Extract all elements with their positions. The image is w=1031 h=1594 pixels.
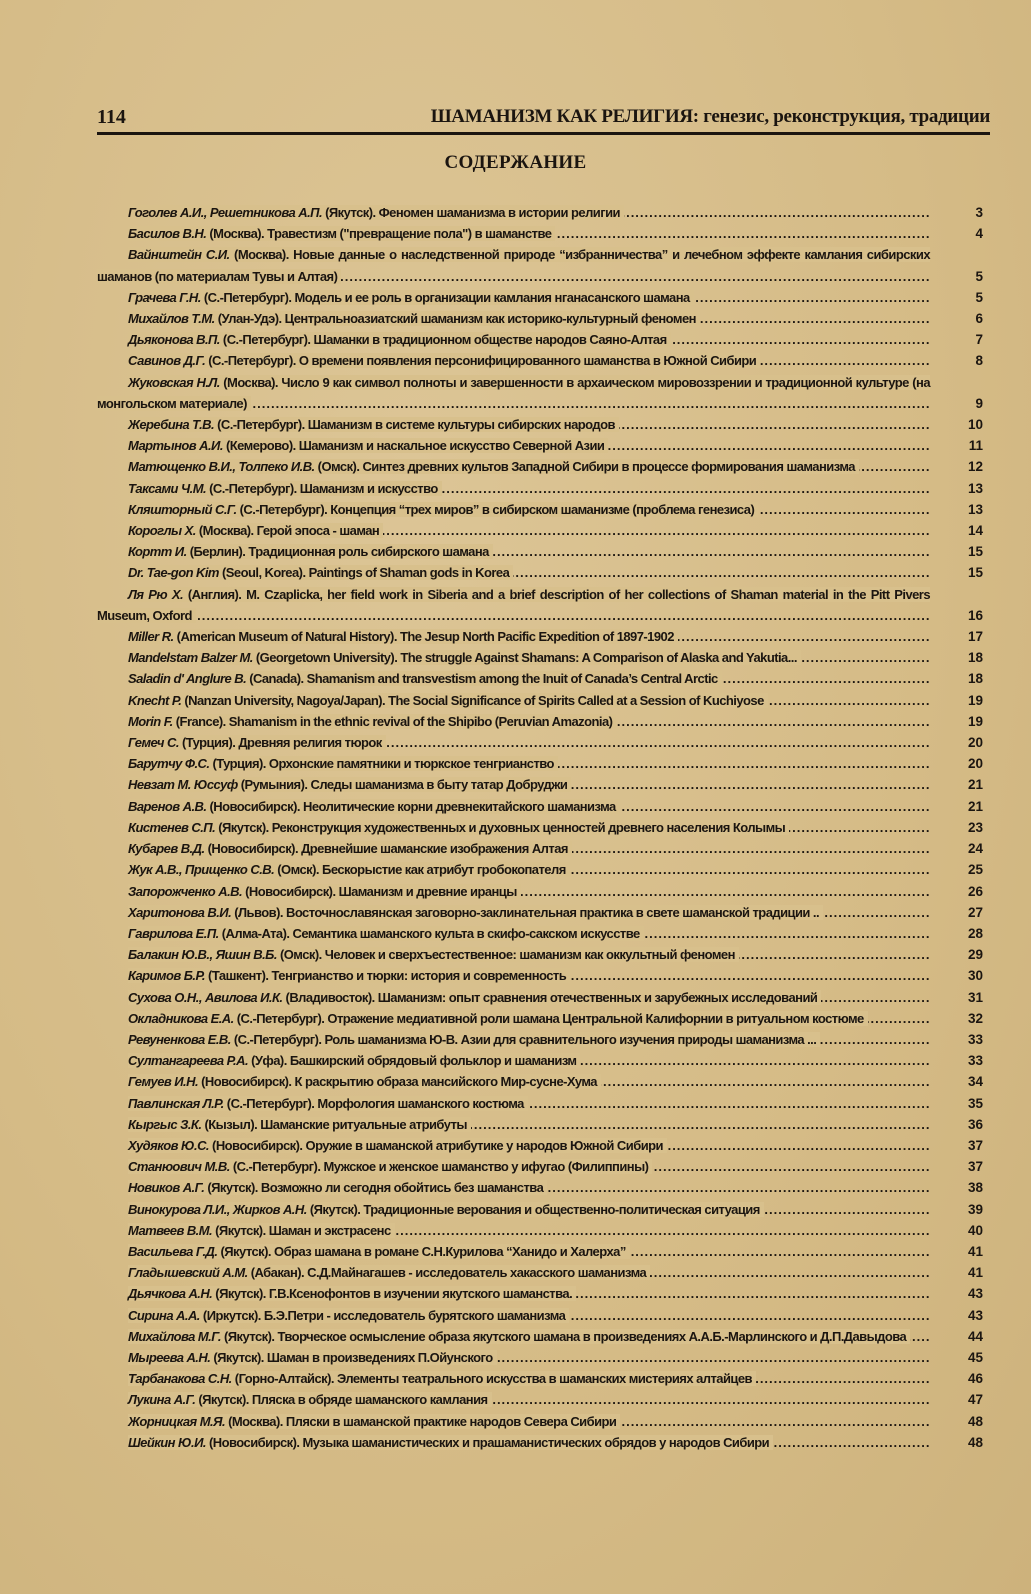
entry-text <box>128 1223 395 1238</box>
toc-entry <box>97 520 987 541</box>
entry-authors: Варенов А.В. <box>128 798 207 814</box>
entry-authors: Ревуненкова Е.В. <box>128 1031 231 1047</box>
entry-authors: Кортт И. <box>128 544 187 560</box>
entry-title: (Омск). Бескорыстие как атрибут гробокопателя <box>274 862 566 878</box>
entry-authors: Mandelstam Balzer M. <box>128 650 253 666</box>
entry-authors: Кляшторный С.Г. <box>128 501 237 517</box>
entry-authors: Сирина А.А. <box>128 1307 200 1323</box>
toc-entry <box>97 881 987 902</box>
entry-authors: Станюович М.В. <box>128 1159 230 1175</box>
entry-title: (Абакан). С.Д.Майнагашев - исследователь хакасского шаманизма <box>247 1265 647 1281</box>
entry-page-number: 21 <box>967 777 983 793</box>
toc-entry <box>97 902 987 923</box>
entry-authors: Кистенев С.П. <box>128 819 216 835</box>
entry-text <box>128 799 620 814</box>
entry-title: (Якутск). Шаман в произведениях П.Ойунского <box>210 1349 493 1365</box>
entry-title: (Иркутск). Б.Э.Петри - исследователь бурятского шаманизма <box>199 1307 566 1323</box>
entry-title: (Москва). Пляски в шаманской практике народов Севера Сибири <box>225 1413 617 1429</box>
toc-entry <box>97 923 987 944</box>
toc-entry <box>97 1093 987 1114</box>
entry-title: (Румыния). Следы шаманизма в быту татар Добруджи <box>237 777 568 793</box>
entry-text <box>128 311 700 326</box>
toc-entry <box>97 329 987 350</box>
entry-authors: Вайнштейн С.И. <box>128 247 230 263</box>
toc-entry <box>97 562 987 583</box>
entry-page-number: 36 <box>967 1116 983 1132</box>
entry-text <box>128 353 760 368</box>
entry-title: (С.-Петербург). Концепция “трех миров” в сибирском шаманизме (проблема генезиса) <box>236 501 755 517</box>
entry-title: (С.-Петербург). Роль шаманизма Ю-В. Азии для сравнительного изучения природы шаманизма ... <box>230 1031 817 1047</box>
entry-title: (Кемерово). Шаманизм и наскальное искусство Северной Азии <box>222 438 605 454</box>
entry-text <box>128 1117 471 1132</box>
entry-authors: Матющенко В.И., Толпеко И.В. <box>128 459 315 475</box>
entry-page-number: 20 <box>967 756 983 772</box>
entry-title: (Львов). Восточнославянская заговорно-заклинательная практика в свете шаманской традиции .. <box>231 904 820 920</box>
entry-title: (Новосибирск). Шаманизм и древние иранцы <box>242 883 517 899</box>
entry-page-number: 48 <box>967 1413 983 1429</box>
entry-text <box>128 226 555 241</box>
entry-authors: Dr. Tae-gon Kim <box>128 565 219 581</box>
toc-entry <box>97 987 987 1008</box>
entry-text <box>97 247 930 283</box>
entry-text <box>128 1371 756 1386</box>
toc-entry <box>97 753 987 774</box>
entry-authors: Савинов Д.Г. <box>128 353 206 369</box>
entry-authors: Тарбанакова С.Н. <box>128 1371 232 1387</box>
entry-title: (С.-Петербург). Морфология шаманского костюма <box>223 1095 524 1111</box>
entry-text <box>128 438 608 453</box>
entry-authors: Жеребина Т.В. <box>128 417 215 433</box>
toc-entry <box>97 1241 987 1262</box>
toc-entry <box>97 584 987 626</box>
entry-text <box>128 290 694 305</box>
entry-page-number: 16 <box>967 607 983 623</box>
toc-entry <box>97 626 987 647</box>
entry-text <box>128 1138 667 1153</box>
entry-page-number: 17 <box>967 629 983 645</box>
entry-authors: Короглы Х. <box>128 523 196 539</box>
entry-page-number: 37 <box>967 1159 983 1175</box>
entry-page-number: 6 <box>975 311 983 327</box>
entry-title: (Москва). Число 9 как символ полноты и завершенности в архаическом мировоззрении и традиционной культуре (на монгольском материале) <box>97 374 930 411</box>
toc-entry <box>97 965 987 986</box>
entry-text <box>128 968 570 983</box>
entry-authors: Кубарев В.Д. <box>128 841 205 857</box>
entry-authors: Жорницкая М.Я. <box>128 1413 226 1429</box>
entry-text <box>128 502 758 517</box>
entry-title: (Georgetown University). The struggle Against Shamans: A Comparison of Alaska and Yakutia... <box>252 650 797 666</box>
toc-entry <box>97 690 987 711</box>
entry-title: (С.-Петербург). Мужское и женское шаманство у ифугао (Филиппины) <box>229 1159 649 1175</box>
entry-authors: Гемеч С. <box>128 735 179 751</box>
entry-title: (Москва). Новые данные о наследственной природе “избранничества” и лечебном эффекте камлания сибирских шаманов (по материалам Тувы и Алтая) <box>97 247 930 284</box>
entry-page-number: 13 <box>967 480 983 496</box>
entry-text <box>128 417 619 432</box>
entry-page-number: 43 <box>967 1286 983 1302</box>
toc-entry <box>97 1008 987 1029</box>
entry-authors: Таксами Ч.М. <box>128 480 207 496</box>
entry-text <box>128 1074 601 1089</box>
entry-title: (Ташкент). Тенгрианство и тюрки: история и современность <box>205 968 567 984</box>
entry-page-number: 44 <box>967 1328 983 1344</box>
entry-text <box>128 820 789 835</box>
entry-page-number: 23 <box>967 819 983 835</box>
toc-entry <box>97 1135 987 1156</box>
toc-entry <box>97 202 987 223</box>
entry-text <box>128 332 671 347</box>
entry-page-number: 33 <box>967 1031 983 1047</box>
entry-text <box>128 862 570 877</box>
toc-entry <box>97 1368 987 1389</box>
entry-authors: Жуковская Н.Л. <box>128 374 220 390</box>
toc-entry <box>97 1050 987 1071</box>
entry-authors: Невзат М. Юссуф <box>128 777 238 793</box>
entry-text <box>128 1350 497 1365</box>
toc-entry <box>97 287 987 308</box>
entry-authors: Мыреева А.Н. <box>128 1349 211 1365</box>
entry-title: (Якутск). Образ шамана в романе С.Н.Курилова “Ханидо и Халерха” <box>217 1243 626 1259</box>
entry-text <box>128 459 859 474</box>
entry-text <box>128 693 768 708</box>
entry-authors: Гаврилова Е.П. <box>128 925 219 941</box>
entry-title: (Англия). M. Czaplicka, her field work in Siberia and a brief description of her collections of Shaman material in the Pitt Pivers Museum, Oxford <box>97 586 930 623</box>
entry-title: (Новосибирск). Оружие в шаманской атрибутике у народов Южной Сибири <box>208 1137 663 1153</box>
entry-authors: Грачева Г.Н. <box>128 289 201 305</box>
entry-title: (Москва). Травестизм ("превращение пола") в шаманстве <box>206 226 552 242</box>
header-rule <box>97 132 990 135</box>
entry-text <box>128 1392 492 1407</box>
entry-title: (Новосибирск). Неолитические корни древнекитайского шаманизма <box>206 798 616 814</box>
entry-authors: Михайлов Т.М. <box>128 311 215 327</box>
entry-authors: Каримов Б.Р. <box>128 968 205 984</box>
entry-page-number: 9 <box>975 395 983 411</box>
toc-entry <box>97 711 987 732</box>
entry-text <box>128 884 521 899</box>
running-title-caps: ШАМАНИЗМ КАК РЕЛИГИЯ: <box>430 106 699 127</box>
entry-page-number: 30 <box>967 968 983 984</box>
entry-title: (Кызыл). Шаманские ритуальные атрибуты <box>201 1116 467 1132</box>
entry-text <box>128 777 571 792</box>
toc-entry <box>97 499 987 520</box>
toc-entry <box>97 817 987 838</box>
entry-page-number: 19 <box>967 692 983 708</box>
entry-page-number: 14 <box>967 523 983 539</box>
entry-title: (С.-Петербург). Шаманизм в системе культуры сибирских народов <box>214 417 615 433</box>
toc-entry <box>97 1326 987 1347</box>
entry-authors: Гладышевский А.М. <box>128 1265 248 1281</box>
entry-page-number: 18 <box>967 671 983 687</box>
entry-text <box>128 565 513 580</box>
entry-page-number: 15 <box>967 544 983 560</box>
toc-entry <box>97 478 987 499</box>
entry-title: (Nanzan University, Nagoya/Japan). The Social Significance of Spirits Called at a Session of Kuchiyose <box>181 692 764 708</box>
entry-title: (Якутск). Реконструкция художественных и духовных ценностей древнего населения Колымы <box>215 819 786 835</box>
toc-entry <box>97 647 987 668</box>
entry-text <box>128 544 493 559</box>
entry-text <box>128 1011 868 1026</box>
toc-entry <box>97 435 987 456</box>
toc-entry <box>97 1114 987 1135</box>
entry-text <box>128 1202 764 1217</box>
entry-authors: Харитонова В.И. <box>128 904 232 920</box>
entry-title: (Якутск). Традиционные верования и общественно-политическая ситуация <box>306 1201 760 1217</box>
entry-text <box>128 841 572 856</box>
entry-text <box>128 947 739 962</box>
entry-title: (С.-Петербург). Шаманизм и искусство <box>206 480 438 496</box>
entry-authors: Басилов В.Н. <box>128 226 207 242</box>
entry-authors: Жук А.В., Прищенко С.В. <box>128 862 275 878</box>
toc-entry <box>97 732 987 753</box>
toc-entry <box>97 1071 987 1092</box>
entry-page-number: 27 <box>967 904 983 920</box>
entry-page-number: 12 <box>967 459 983 475</box>
entry-title: (Горно-Алтайск). Элементы театрального искусства в шаманских мистериях алтайцев <box>231 1371 752 1387</box>
toc-entry <box>97 859 987 880</box>
entry-title: (Турция). Орхонские памятники и тюркское тенгрианство <box>209 756 554 772</box>
entry-title: (Якутск). Пляска в обряде шаманского камлания <box>195 1392 488 1408</box>
entry-authors: Новиков А.Г. <box>128 1180 205 1196</box>
entry-title: (С.-Петербург). Шаманки в традиционном обществе народов Саяно-Алтая <box>219 332 667 348</box>
entry-title: (Новосибирск). Музыка шаманистических и прашаманистических обрядов у народов Сибири <box>205 1434 770 1450</box>
entry-page-number: 10 <box>967 417 983 433</box>
entry-title: (Canada). Shamanism and transvestism among the Inuit of Canada’s Central Arctic <box>246 671 718 687</box>
entry-title: (Улан-Удэ). Центральноазиатский шаманизм как историко-культурный феномен <box>214 311 696 327</box>
entry-authors: Мартынов А.И. <box>128 438 223 454</box>
entry-text <box>128 756 558 771</box>
running-title-rest: генезис, реконструкция, традиции <box>703 106 990 127</box>
entry-page-number: 13 <box>967 501 983 517</box>
entry-page-number: 38 <box>967 1180 983 1196</box>
entry-page-number: 26 <box>967 883 983 899</box>
page-number: 114 <box>97 106 126 128</box>
entry-page-number: 15 <box>967 565 983 581</box>
entry-page-number: 5 <box>975 289 983 305</box>
entry-text <box>128 1435 773 1450</box>
entry-title: (С.-Петербург). О времени появления персонифицированного шаманства в Южной Сибири <box>205 353 757 369</box>
toc-entry <box>97 944 987 965</box>
entry-title: (Турция). Древняя религия тюрок <box>178 735 382 751</box>
entry-page-number: 39 <box>967 1201 983 1217</box>
entry-title: (Seoul, Korea). Paintings of Shaman gods in Korea <box>218 565 510 581</box>
entry-page-number: 20 <box>967 735 983 751</box>
entry-text <box>128 926 644 941</box>
entry-title: (Якутск). Шаман и экстрасенс <box>212 1222 391 1238</box>
toc-entry <box>97 1283 987 1304</box>
entry-authors: Сухова О.Н., Авилова И.К. <box>128 989 283 1005</box>
entry-page-number: 31 <box>967 989 983 1005</box>
entry-page-number: 7 <box>975 332 983 348</box>
toc-entry <box>97 668 987 689</box>
entry-text <box>128 1244 630 1259</box>
entry-title: (Уфа). Башкирский обрядовый фольклор и шаманизм <box>248 1053 577 1069</box>
entry-authors: Султангареева Р.А. <box>128 1053 249 1069</box>
toc-entry <box>97 1156 987 1177</box>
entry-title: (Омск). Синтез древних культов Западной Сибири в процессе формирования шаманизма <box>314 459 855 475</box>
toc-entry <box>97 541 987 562</box>
entry-title: (France). Shamanism in the ethnic revival of the Shipibo (Peruvian Amazonia) <box>172 713 613 729</box>
toc-entry <box>97 414 987 435</box>
entry-page-number: 34 <box>967 1074 983 1090</box>
entry-authors: Кыргыс З.К. <box>128 1116 202 1132</box>
entry-title: (Москва). Герой эпоса - шаман <box>195 523 380 539</box>
entry-text <box>97 375 930 411</box>
toc-entry <box>97 456 987 477</box>
entry-page-number: 41 <box>967 1265 983 1281</box>
entry-title: (Новосибирск). Древнейшие шаманские изображения Алтая <box>204 841 568 857</box>
toc-entry <box>97 1389 987 1410</box>
entry-text <box>128 1265 650 1280</box>
entry-page-number: 43 <box>967 1307 983 1323</box>
entry-title: (Берлин). Традиционная роль сибирского шамана <box>186 544 489 560</box>
entry-page-number: 18 <box>967 650 983 666</box>
toc-entry <box>97 1432 987 1453</box>
toc-entry <box>97 308 987 329</box>
toc-entry <box>97 244 987 286</box>
entry-text <box>128 523 383 538</box>
entry-text <box>128 714 616 729</box>
entry-text <box>128 1329 910 1344</box>
entry-title: (Якутск). Г.В.Ксенофонтов в изучении якутского шаманства. <box>212 1286 573 1302</box>
entry-title: (Якутск). Феномен шаманизма в истории религии <box>322 205 620 220</box>
entry-authors: Винокурова Л.И., Жирков А.Н. <box>128 1201 307 1217</box>
entry-page-number: 4 <box>975 226 983 242</box>
entry-page-number: 21 <box>967 798 983 814</box>
entry-page-number: 3 <box>975 205 983 220</box>
entry-text <box>128 1308 569 1323</box>
toc-entry <box>97 372 987 414</box>
entry-text <box>128 905 823 920</box>
entry-authors: Дьячкова А.Н. <box>128 1286 213 1302</box>
entry-text <box>128 1414 620 1429</box>
entry-authors: Гоголев А.И., Решетникова А.П. <box>128 205 323 220</box>
toc-entry <box>97 1347 987 1368</box>
entry-page-number: 40 <box>967 1222 983 1238</box>
entry-title: (Омск). Человек и сверхъестественное: шаманизм как оккультный феномен <box>276 947 735 963</box>
entry-text <box>97 587 930 623</box>
entry-title: (Новосибирск). К раскрытию образа мансийского Мир-сусне-Хума <box>198 1074 597 1090</box>
entry-page-number: 48 <box>967 1434 983 1450</box>
entry-authors: Окладникова Е.А. <box>128 1010 234 1026</box>
entry-title: (С.-Петербург). Отражение медиативной роли шамана Центральной Калифорнии в ритуальном костюме <box>233 1010 864 1026</box>
entry-text <box>128 650 801 665</box>
entry-page-number: 35 <box>967 1095 983 1111</box>
entry-title: (Якутск). Возможно ли сегодня обойтись без шаманства <box>204 1180 544 1196</box>
entry-text <box>128 671 722 686</box>
toc-entry <box>97 223 987 244</box>
entry-page-number: 5 <box>975 268 983 284</box>
entry-text <box>128 1180 547 1195</box>
entry-page-number: 24 <box>967 841 983 857</box>
entry-title: (American Museum of Natural History). The Jesup North Pacific Expedition of 1897-1902 <box>173 629 674 645</box>
entry-page-number: 41 <box>967 1243 983 1259</box>
entry-authors: Михайлова М.Г. <box>128 1328 221 1344</box>
page-title: СОДЕРЖАНИЕ <box>444 152 587 173</box>
entry-authors: Miller R. <box>128 629 174 645</box>
entry-text <box>128 481 442 496</box>
running-header <box>97 104 990 130</box>
entry-page-number: 45 <box>967 1349 983 1365</box>
table-of-contents <box>97 202 987 1453</box>
entry-authors: Шейкин Ю.И. <box>128 1434 206 1450</box>
entry-page-number: 32 <box>967 1010 983 1026</box>
entry-text <box>128 1096 528 1111</box>
entry-authors: Запорожченко А.В. <box>128 883 243 899</box>
entry-text <box>128 1286 576 1301</box>
entry-authors: Morin F. <box>128 713 173 729</box>
toc-entry <box>97 350 987 371</box>
entry-authors: Барутчу Ф.С. <box>128 756 210 772</box>
entry-page-number: 8 <box>975 353 983 369</box>
entry-authors: Дьяконова В.П. <box>128 332 220 348</box>
toc-entry <box>97 796 987 817</box>
running-title <box>431 106 990 128</box>
toc-entry <box>97 1305 987 1326</box>
entry-page-number: 33 <box>967 1053 983 1069</box>
toc-entry <box>97 1199 987 1220</box>
entry-authors: Knecht P. <box>128 692 182 708</box>
entry-title: (Якутск). Творческое осмысление образа якутского шамана в произведениях А.А.Б.-Марлинского и Д.П.Давыдова <box>220 1328 907 1344</box>
entry-text <box>128 205 624 220</box>
entry-page-number: 19 <box>967 713 983 729</box>
entry-authors: Гемуев И.Н. <box>128 1074 199 1090</box>
toc-entry <box>97 838 987 859</box>
entry-page-number: 37 <box>967 1137 983 1153</box>
entry-text <box>128 1032 820 1047</box>
entry-page-number: 25 <box>967 862 983 878</box>
toc-entry <box>97 774 987 795</box>
toc-entry <box>97 1029 987 1050</box>
toc-entry <box>97 1220 987 1241</box>
entry-page-number: 29 <box>967 947 983 963</box>
entry-authors: Лукина А.Г. <box>128 1392 196 1408</box>
entry-text <box>128 1159 652 1174</box>
entry-text <box>128 990 821 1005</box>
entry-title: (Владивосток). Шаманизм: опыт сравнения отечественных и зарубежных исследований <box>282 989 818 1005</box>
entry-authors: Saladin d' Anglure B. <box>128 671 247 687</box>
entry-authors: Ля Рю Х. <box>128 586 184 602</box>
entry-authors: Павлинская Л.Р. <box>128 1095 224 1111</box>
toc-entry <box>97 1262 987 1283</box>
entry-title: (Алма-Ата). Семантика шаманского культа в скифо-сакском искусстве <box>218 925 640 941</box>
entry-page-number: 28 <box>967 925 983 941</box>
toc-entry <box>97 1411 987 1432</box>
toc-entry <box>97 1177 987 1198</box>
entry-page-number: 47 <box>967 1392 983 1408</box>
entry-title: (С.-Петербург). Модель и ее роль в организации камлания нганасанского шамана <box>200 289 690 305</box>
entry-text <box>128 735 386 750</box>
entry-authors: Балакин Ю.В., Яшин В.Б. <box>128 947 277 963</box>
entry-authors: Васильева Г.Д. <box>128 1243 218 1259</box>
entry-authors: Худяков Ю.С. <box>128 1137 209 1153</box>
entry-page-number: 11 <box>968 438 983 454</box>
entry-page-number: 46 <box>967 1371 983 1387</box>
entry-text <box>128 629 678 644</box>
entry-text <box>128 1053 580 1068</box>
entry-authors: Матвеев В.М. <box>128 1222 213 1238</box>
